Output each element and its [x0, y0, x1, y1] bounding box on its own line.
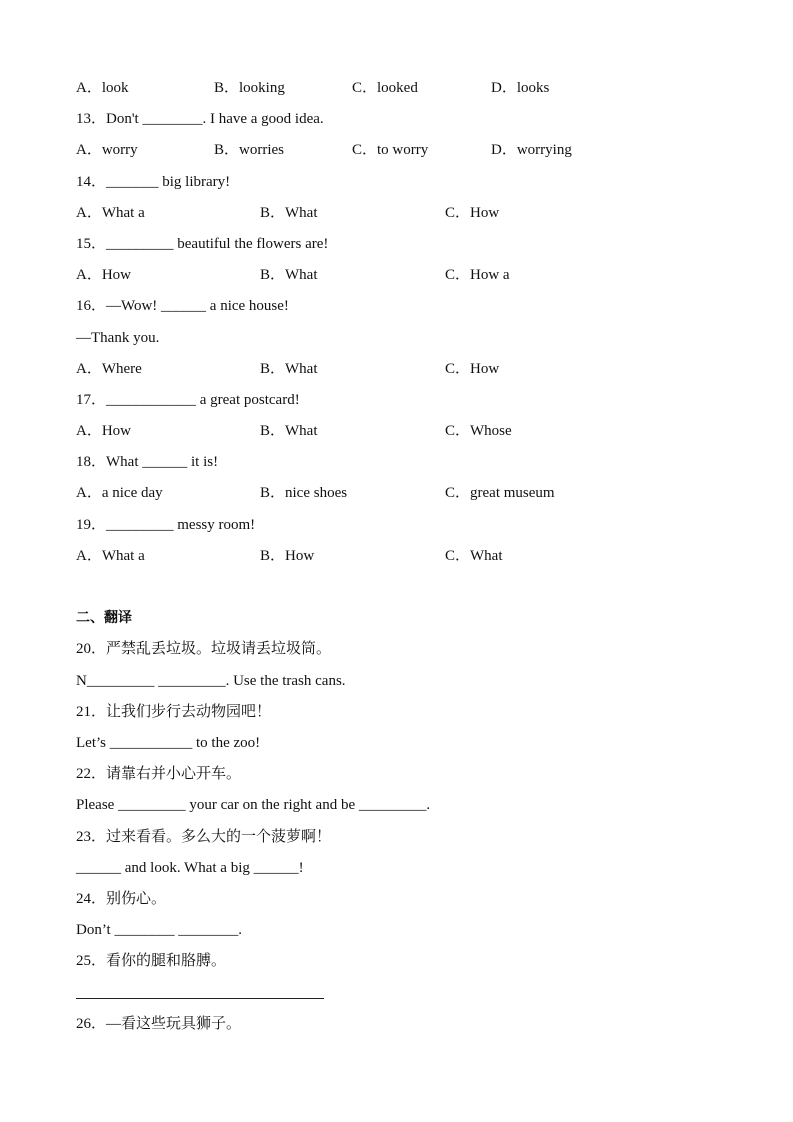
question-line: 25．看你的腿和胳膊。 — [76, 953, 227, 970]
answer-blank-row — [76, 982, 736, 1013]
option-d: D．looks — [491, 80, 550, 96]
option-c: C．to worry — [352, 142, 429, 159]
option-b: B．nice shoes — [260, 485, 348, 502]
question-line: 19．_________ messy room! — [76, 516, 256, 533]
question-line: 15．_________ beautiful the flowers are! — [76, 235, 329, 252]
option-a: A．worry — [76, 142, 138, 159]
options-row — [76, 546, 736, 577]
option-b: B．What — [260, 423, 318, 440]
option-c: C．great museum — [445, 485, 555, 502]
options-row — [76, 421, 736, 452]
option-b: B．looking — [214, 80, 285, 96]
question-line: 17．____________ a great postcard! — [76, 391, 300, 408]
question-line: Don’t ________ ________. — [76, 922, 242, 939]
option-a: A．What a — [76, 204, 145, 221]
spacer — [76, 577, 736, 608]
options-row — [76, 265, 736, 296]
option-a: A．What a — [76, 547, 145, 564]
option-c: C．What — [445, 547, 503, 564]
question-line: ______ and look. What a big ______! — [76, 859, 304, 876]
options-row — [76, 140, 736, 171]
option-b: B．What — [260, 204, 318, 221]
options-row — [76, 203, 736, 234]
option-a: A．How — [76, 423, 131, 440]
option-c: C．Whose — [445, 423, 512, 440]
option-d: D．worrying — [491, 142, 572, 159]
option-c: C．How — [445, 204, 500, 221]
worksheet-page — [76, 78, 736, 1045]
question-line: N_________ _________. Use the trash cans. — [76, 672, 346, 689]
question-line: 13．Don't ________. I have a good idea. — [76, 111, 324, 128]
option-c: C．How a — [445, 267, 510, 284]
section-heading: 二、翻译 — [76, 610, 132, 627]
question-line: 14．_______ big library! — [76, 173, 231, 190]
question-line: 23．过来看看。多么大的一个菠萝啊！ — [76, 828, 332, 845]
question-line: —Thank you. — [76, 329, 160, 346]
option-b: B．worries — [214, 142, 284, 159]
options-row — [76, 483, 736, 514]
options-row — [76, 78, 736, 109]
question-line: 18．What ______ it is! — [76, 454, 219, 471]
question-line: Please _________ your car on the right and be _________. — [76, 797, 431, 814]
option-b: B．What — [260, 360, 318, 377]
option-b: B．How — [260, 547, 315, 564]
question-line: 20．严禁乱丢垃圾。垃圾请丢垃圾筒。 — [76, 641, 332, 658]
options-row — [76, 359, 736, 390]
option-b: B．What — [260, 267, 318, 284]
option-c: C．looked — [352, 80, 418, 96]
question-line: 22．请靠右并小心开车。 — [76, 766, 242, 783]
option-a: A．a nice day — [76, 485, 163, 502]
question-line: 24．别伤心。 — [76, 890, 167, 907]
question-line: 21．让我们步行去动物园吧！ — [76, 703, 272, 720]
question-line: 16．—Wow! ______ a nice house! — [76, 298, 289, 315]
question-line: Let’s ___________ to the zoo! — [76, 734, 261, 751]
option-a: A．Where — [76, 360, 142, 377]
option-a: A．look — [76, 80, 129, 96]
question-line: 26．—看这些玩具狮子。 — [76, 1015, 242, 1032]
answer-line — [76, 998, 324, 999]
option-c: C．How — [445, 360, 500, 377]
option-a: A．How — [76, 267, 131, 284]
